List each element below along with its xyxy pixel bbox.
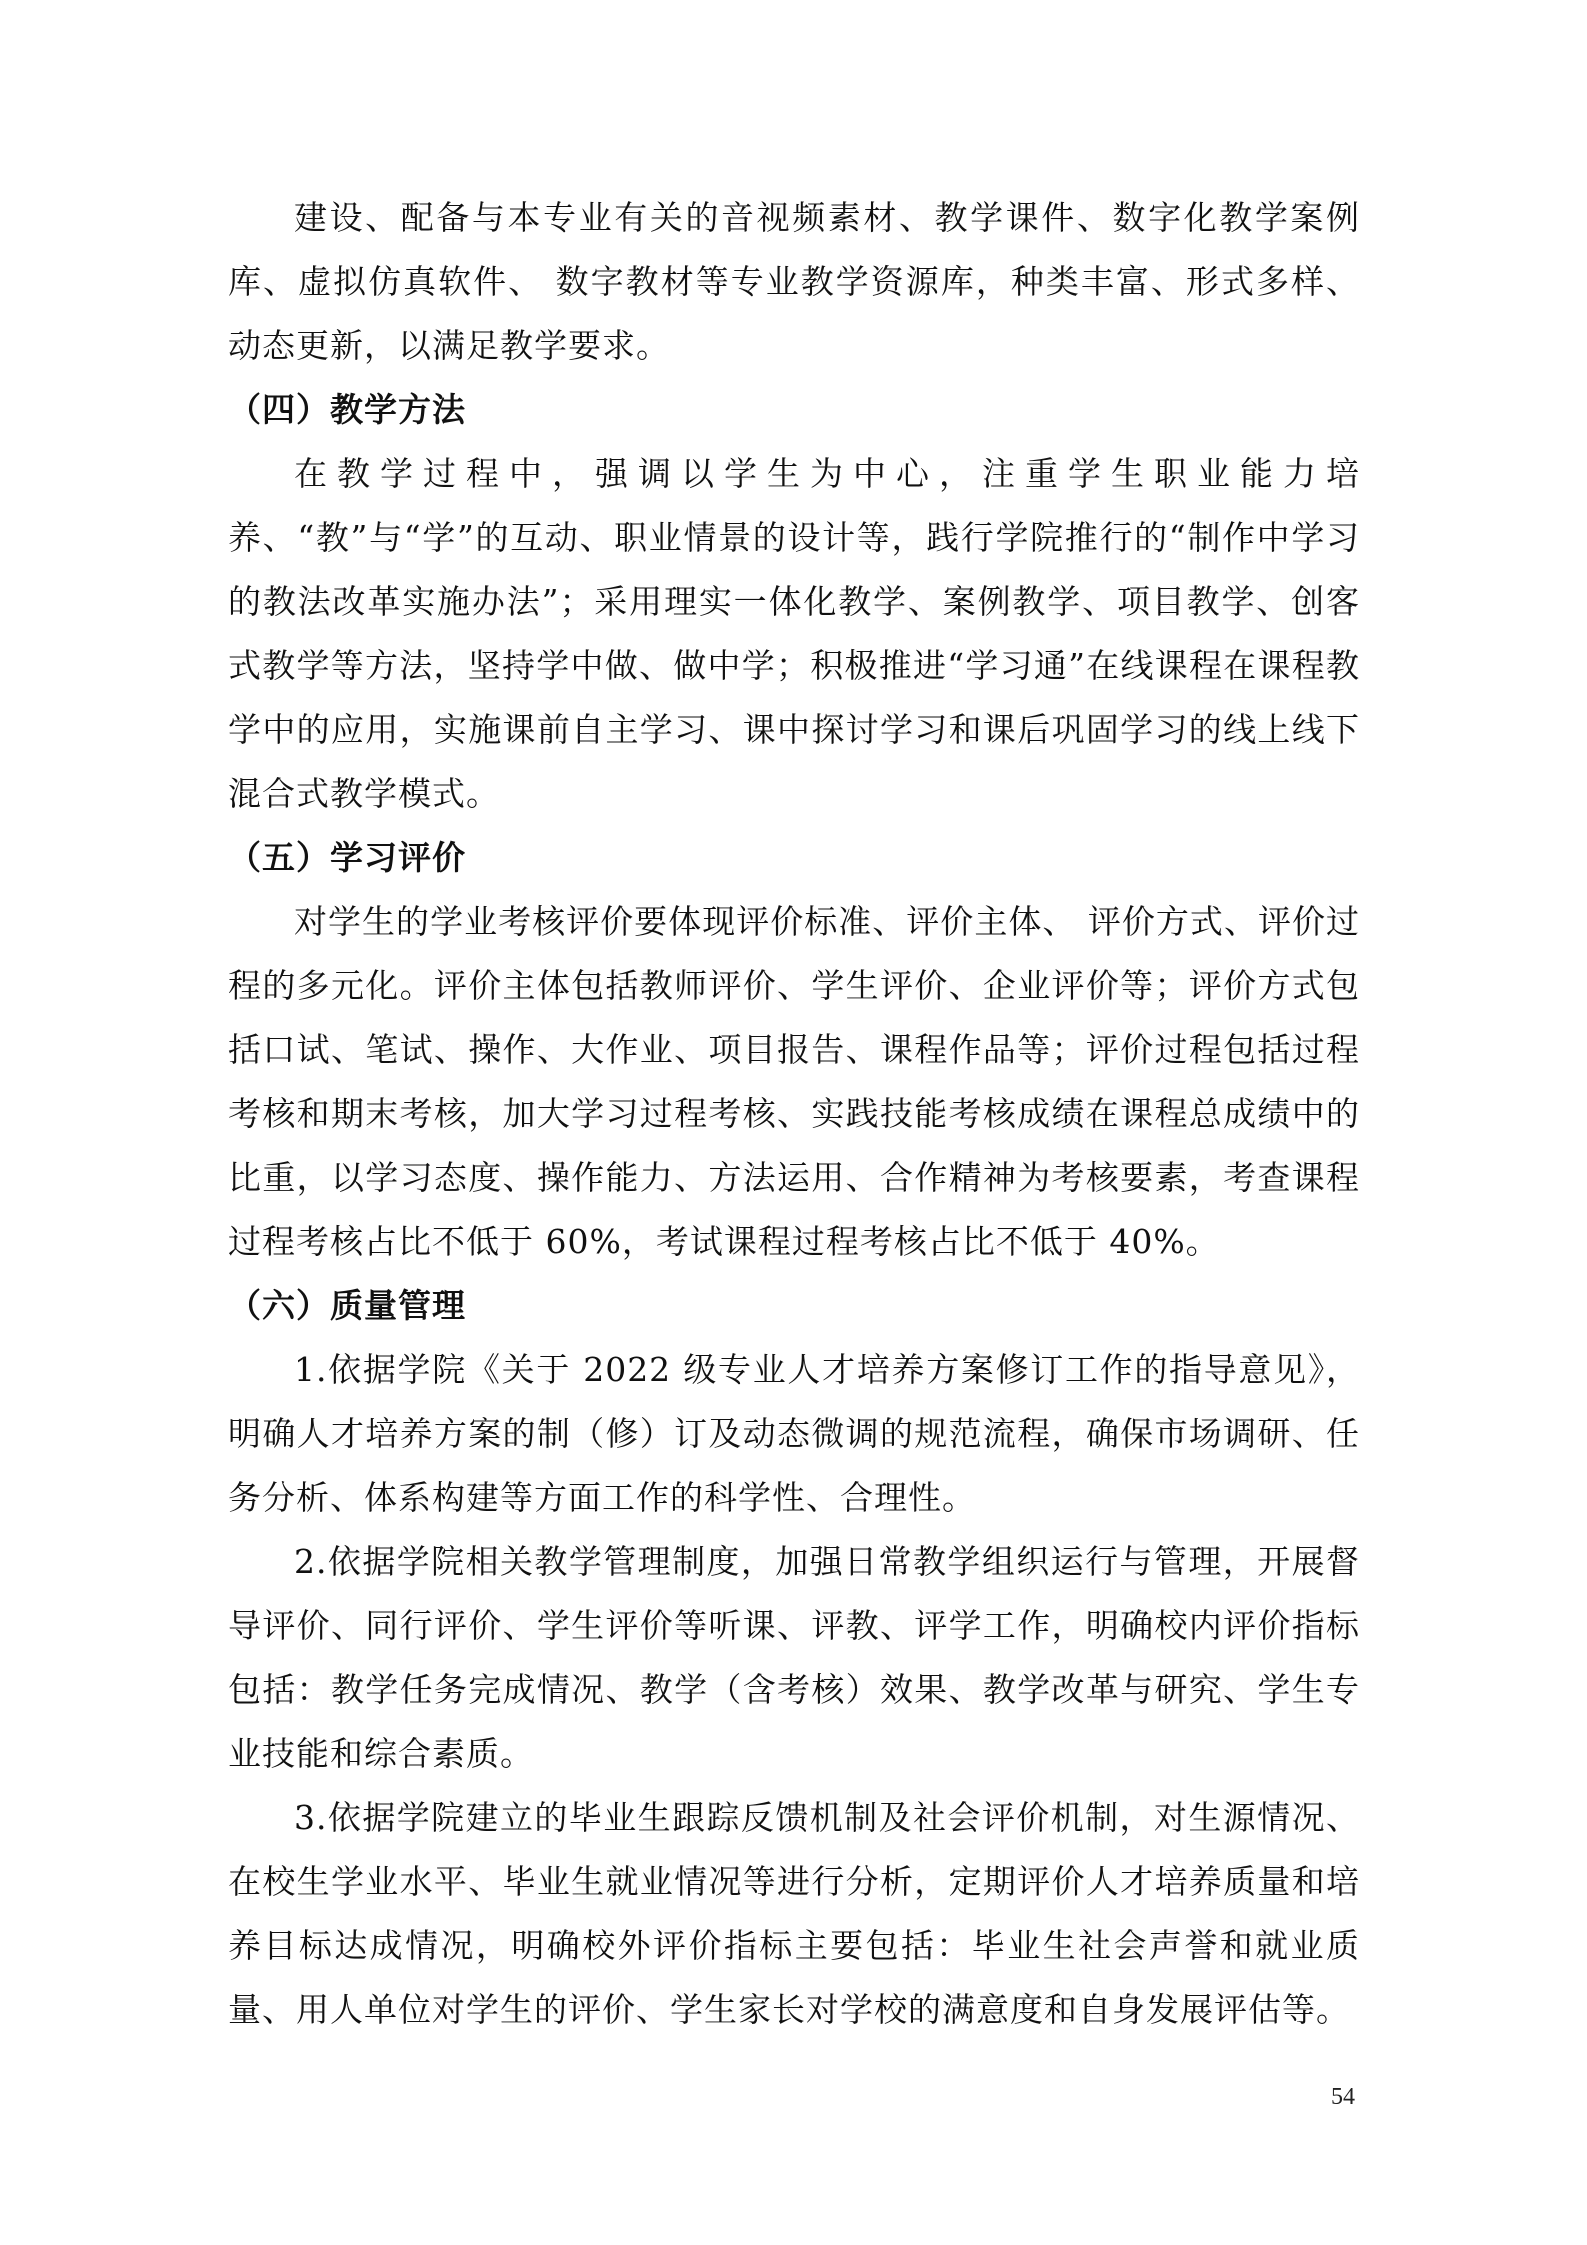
page-number: 54 [1331, 2084, 1355, 2110]
paragraph-teaching-resources: 建设、配备与本专业有关的音视频素材、教学课件、数字化教学案例库、虚拟仿真软件、 数字教材等专业教学资源库，种类丰富、形式多样、动态更新，以满足教学要求。 [228, 198, 1360, 365]
paragraph-teaching-method: 在教学过程中，强调以学生为中心，注重学生职业能力培养、“教”与“学”的互动、职业情景的设计等，践行学院推行的“制作中学习的教法改革实施办法”；采用理实一体化教学、案例教学、项目教学、创客式教学等方法，坚持学中做、做中学；积极推进“学习通”在线课程在课程教学中的应用，实施课前自主学习、课中探讨学习和课后巩固学习的线上线下混合式教学模式。 [228, 454, 1360, 813]
page-body [228, 186, 1360, 2042]
paragraph-quality-item-3: 3.依据学院建立的毕业生跟踪反馈机制及社会评价机制，对生源情况、在校生学业水平、毕业生就业情况等进行分析，定期评价人才培养质量和培养目标达成情况，明确校外评价指标主要包括：毕业生社会声誉和就业质量、用人单位对学生的评价、学生家长对学校的满意度和自身发展评估等。 [228, 1798, 1360, 2029]
paragraph-quality-item-2: 2.依据学院相关教学管理制度，加强日常教学组织运行与管理，开展督导评价、同行评价、学生评价等听课、评教、评学工作，明确校内评价指标包括：教学任务完成情况、教学（含考核）效果、教学改革与研究、学生专业技能和综合素质。 [228, 1542, 1360, 1773]
section-heading-quality-management: （六）质量管理 [228, 1286, 466, 1325]
section-heading-learning-evaluation: （五）学习评价 [228, 838, 466, 877]
section-heading-teaching-method: （四）教学方法 [228, 390, 466, 429]
paragraph-learning-evaluation: 对学生的学业考核评价要体现评价标准、评价主体、 评价方式、评价过程的多元化。评价主体包括教师评价、学生评价、企业评价等；评价方式包括口试、笔试、操作、大作业、项目报告、课程作品等；评价过程包括过程考核和期末考核，加大学习过程考核、实践技能考核成绩在课程总成绩中的比重，以学习态度、操作能力、方法运用、合作精神为考核要素，考查课程过程考核占比不低于 60%，考试课程过程考核占比不低于 40%。 [228, 902, 1360, 1261]
paragraph-quality-item-1: 1.依据学院《关于 2022 级专业人才培养方案修订工作的指导意见》，明确人才培养方案的制（修）订及动态微调的规范流程，确保市场调研、任务分析、体系构建等方面工作的科学性、合理性。 [228, 1350, 1360, 1517]
